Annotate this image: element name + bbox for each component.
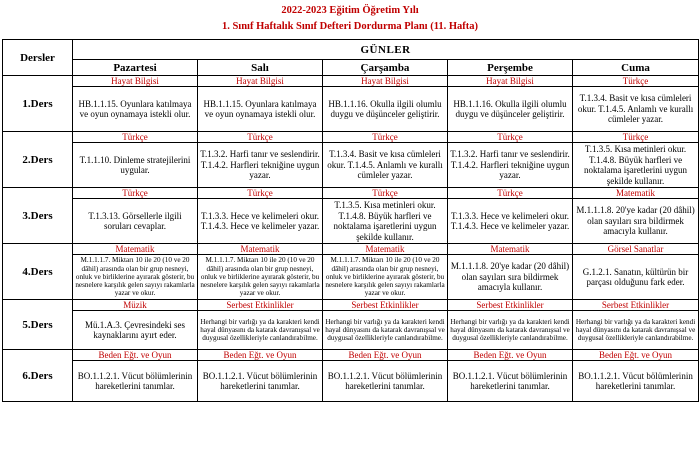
subject-cell: Müzik bbox=[73, 300, 198, 311]
subject-cell: Türkçe bbox=[448, 188, 573, 199]
subject-cell: Beden Eğt. ve Oyun bbox=[73, 350, 198, 361]
outcome-cell: M.1.1.1.7. Miktarı 10 ile 20 (10 ve 20 dâhil) arasında olan bir grup nesneyi, onluk ve birliklerine ayırarak gösterir, bu nesnelere karşılık gelen sayıyı rakamlarla yazar ve okur. bbox=[73, 255, 198, 300]
day-header-thursday: Perşembe bbox=[448, 60, 573, 76]
outcome-cell: HB.1.1.16. Okulla ilgili olumlu duygu ve düşünceler geliştirir. bbox=[448, 87, 573, 132]
outcome-cell: T.1.3.4. Basit ve kısa cümleleri okur. T.1.4.5. Anlamlı ve kurallı cümleler yazar. bbox=[323, 143, 448, 188]
outcome-cell: T.1.1.10. Dinleme stratejilerini uygular. bbox=[73, 143, 198, 188]
subject-cell: Türkçe bbox=[573, 132, 699, 143]
outcome-cell: T.1.3.5. Kısa metinleri okur. T.1.4.8. Büyük harfleri ve noktalama işaretlerini uygun şekilde kullanır. bbox=[323, 199, 448, 244]
outcome-cell: BO.1.1.2.1. Vücut bölümlerinin hareketlerini tanımlar. bbox=[73, 361, 198, 402]
content-row-1 bbox=[3, 87, 699, 132]
document-title: 2022-2023 Eğitim Öğretim Yılı bbox=[281, 5, 419, 16]
lesson-label: 6.Ders bbox=[3, 350, 73, 402]
subject-cell: Matematik bbox=[198, 244, 323, 255]
subject-cell: Türkçe bbox=[573, 76, 699, 87]
table-header-row bbox=[3, 40, 699, 60]
subject-cell: Türkçe bbox=[448, 132, 573, 143]
subject-cell: Hayat Bilgisi bbox=[73, 76, 198, 87]
outcome-cell: Herhangi bir varlığı ya da karakteri kendi hayal dünyasını da katarak davranışsal ve duygusal özellikleriyle canlandırabilme. bbox=[323, 311, 448, 350]
day-header-tuesday: Salı bbox=[198, 60, 323, 76]
gunler-header: GÜNLER bbox=[73, 40, 699, 60]
content-row-3 bbox=[3, 199, 699, 244]
subject-cell: Serbest Etkinlikler bbox=[448, 300, 573, 311]
outcome-cell: T.1.3.5. Kısa metinleri okur. T.1.4.8. Büyük harfleri ve noktalama işaretlerini uygun şekilde kullanır. bbox=[573, 143, 699, 188]
subject-row-2 bbox=[3, 132, 699, 143]
outcome-cell: HB.1.1.15. Oyunlara katılmaya ve oyun oynamaya istekli olur. bbox=[73, 87, 198, 132]
subject-cell: Matematik bbox=[573, 188, 699, 199]
subject-cell: Beden Eğt. ve Oyun bbox=[448, 350, 573, 361]
outcome-cell: T.1.3.2. Harfi tanır ve seslendirir. T.1.4.2. Harfleri tekniğine uygun yazar. bbox=[448, 143, 573, 188]
content-row-6 bbox=[3, 361, 699, 402]
subject-row-4 bbox=[3, 244, 699, 255]
subject-cell: Serbest Etkinlikler bbox=[573, 300, 699, 311]
outcome-cell: BO.1.1.2.1. Vücut bölümlerinin hareketlerini tanımlar. bbox=[323, 361, 448, 402]
subject-cell: Türkçe bbox=[198, 188, 323, 199]
outcome-cell: Mü.1.A.3. Çevresindeki ses kaynaklarını ayırt eder. bbox=[73, 311, 198, 350]
subject-cell: Hayat Bilgisi bbox=[448, 76, 573, 87]
outcome-cell: BO.1.1.2.1. Vücut bölümlerinin hareketlerini tanımlar. bbox=[573, 361, 699, 402]
outcome-cell: Herhangi bir varlığı ya da karakteri kendi hayal dünyasını da katarak davranışsal ve duygusal özellikleriyle canlandırabilme. bbox=[573, 311, 699, 350]
lesson-label: 3.Ders bbox=[3, 188, 73, 244]
outcome-cell: T.1.3.3. Hece ve kelimeleri okur. T.1.4.3. Hece ve kelimeler yazar. bbox=[448, 199, 573, 244]
days-header-row bbox=[3, 60, 699, 76]
content-row-5 bbox=[3, 311, 699, 350]
outcome-cell: M.1.1.1.8. 20'ye kadar (20 dâhil) olan sayıları sıra bildirmek amacıyla kullanır. bbox=[573, 199, 699, 244]
subject-cell: Matematik bbox=[323, 244, 448, 255]
lesson-label: 5.Ders bbox=[3, 300, 73, 350]
subject-row-5 bbox=[3, 300, 699, 311]
document-subtitle: 1. Sınıf Haftalık Sınıf Defteri Dordurma Planı (11. Hafta) bbox=[221, 21, 479, 32]
content-row-2 bbox=[3, 143, 699, 188]
subject-cell: Matematik bbox=[73, 244, 198, 255]
lesson-label: 2.Ders bbox=[3, 132, 73, 188]
outcome-cell: HB.1.1.15. Oyunlara katılmaya ve oyun oynamaya istekli olur. bbox=[198, 87, 323, 132]
subject-cell: Serbest Etkinlikler bbox=[323, 300, 448, 311]
outcome-cell: BO.1.1.2.1. Vücut bölümlerinin hareketlerini tanımlar. bbox=[448, 361, 573, 402]
outcome-cell: M.1.1.1.7. Miktarı 10 ile 20 (10 ve 20 dâhil) arasında olan bir grup nesneyi, onluk ve birliklerine ayırarak gösterir, bu nesnelere karşılık gelen sayıyı rakamlarla yazar ve okur. bbox=[198, 255, 323, 300]
day-header-wednesday: Çarşamba bbox=[323, 60, 448, 76]
subject-row-3 bbox=[3, 188, 699, 199]
outcome-cell: BO.1.1.2.1. Vücut bölümlerinin hareketlerini tanımlar. bbox=[198, 361, 323, 402]
outcome-cell: T.1.3.4. Basit ve kısa cümleleri okur. T.1.4.5. Anlamlı ve kurallı cümleler yazar. bbox=[573, 87, 699, 132]
subject-cell: Matematik bbox=[448, 244, 573, 255]
day-header-monday: Pazartesi bbox=[73, 60, 198, 76]
outcome-cell: T.1.3.3. Hece ve kelimeleri okur. T.1.4.3. Hece ve kelimeler yazar. bbox=[198, 199, 323, 244]
subject-cell: Türkçe bbox=[73, 132, 198, 143]
day-header-friday: Cuma bbox=[573, 60, 699, 76]
dersler-column-header: Dersler bbox=[3, 40, 73, 76]
subject-cell: Türkçe bbox=[323, 188, 448, 199]
outcome-cell: G.1.2.1. Sanatın, kültürün bir parçası olduğunu fark eder. bbox=[573, 255, 699, 300]
outcome-cell: T.1.3.2. Harfi tanır ve seslendirir. T.1.4.2. Harfleri tekniğine uygun yazar. bbox=[198, 143, 323, 188]
lesson-label: 1.Ders bbox=[3, 76, 73, 132]
subject-row-1 bbox=[3, 76, 699, 87]
subject-cell: Türkçe bbox=[323, 132, 448, 143]
subject-cell: Beden Eğt. ve Oyun bbox=[323, 350, 448, 361]
lesson-label: 4.Ders bbox=[3, 244, 73, 300]
content-row-4 bbox=[3, 255, 699, 300]
subject-cell: Serbest Etkinlikler bbox=[198, 300, 323, 311]
subject-cell: Hayat Bilgisi bbox=[323, 76, 448, 87]
subject-cell: Beden Eğt. ve Oyun bbox=[198, 350, 323, 361]
subject-cell: Beden Eğt. ve Oyun bbox=[573, 350, 699, 361]
subject-cell: Türkçe bbox=[198, 132, 323, 143]
outcome-cell: HB.1.1.16. Okulla ilgili olumlu duygu ve düşünceler geliştirir. bbox=[323, 87, 448, 132]
outcome-cell: Herhangi bir varlığı ya da karakteri kendi hayal dünyasını da katarak davranışsal ve duygusal özellikleriyle canlandırabilme. bbox=[198, 311, 323, 350]
outcome-cell: M.1.1.1.7. Miktarı 10 ile 20 (10 ve 20 dâhil) arasında olan bir grup nesneyi, onluk ve birliklerine ayırarak gösterir, bu nesnelere karşılık gelen sayıyı rakamlarla yazar ve okur. bbox=[323, 255, 448, 300]
subject-cell: Türkçe bbox=[73, 188, 198, 199]
weekly-plan-table bbox=[2, 39, 699, 402]
subject-cell: Hayat Bilgisi bbox=[198, 76, 323, 87]
outcome-cell: M.1.1.1.8. 20'ye kadar (20 dâhil) olan sayıları sıra bildirmek amacıyla kullanır. bbox=[448, 255, 573, 300]
outcome-cell: Herhangi bir varlığı ya da karakteri kendi hayal dünyasını da katarak davranışsal ve duygusal özellikleriyle canlandırabilme. bbox=[448, 311, 573, 350]
subject-row-6 bbox=[3, 350, 699, 361]
outcome-cell: T.1.3.13. Görsellerle ilgili soruları cevaplar. bbox=[73, 199, 198, 244]
subject-cell: Görsel Sanatlar bbox=[573, 244, 699, 255]
